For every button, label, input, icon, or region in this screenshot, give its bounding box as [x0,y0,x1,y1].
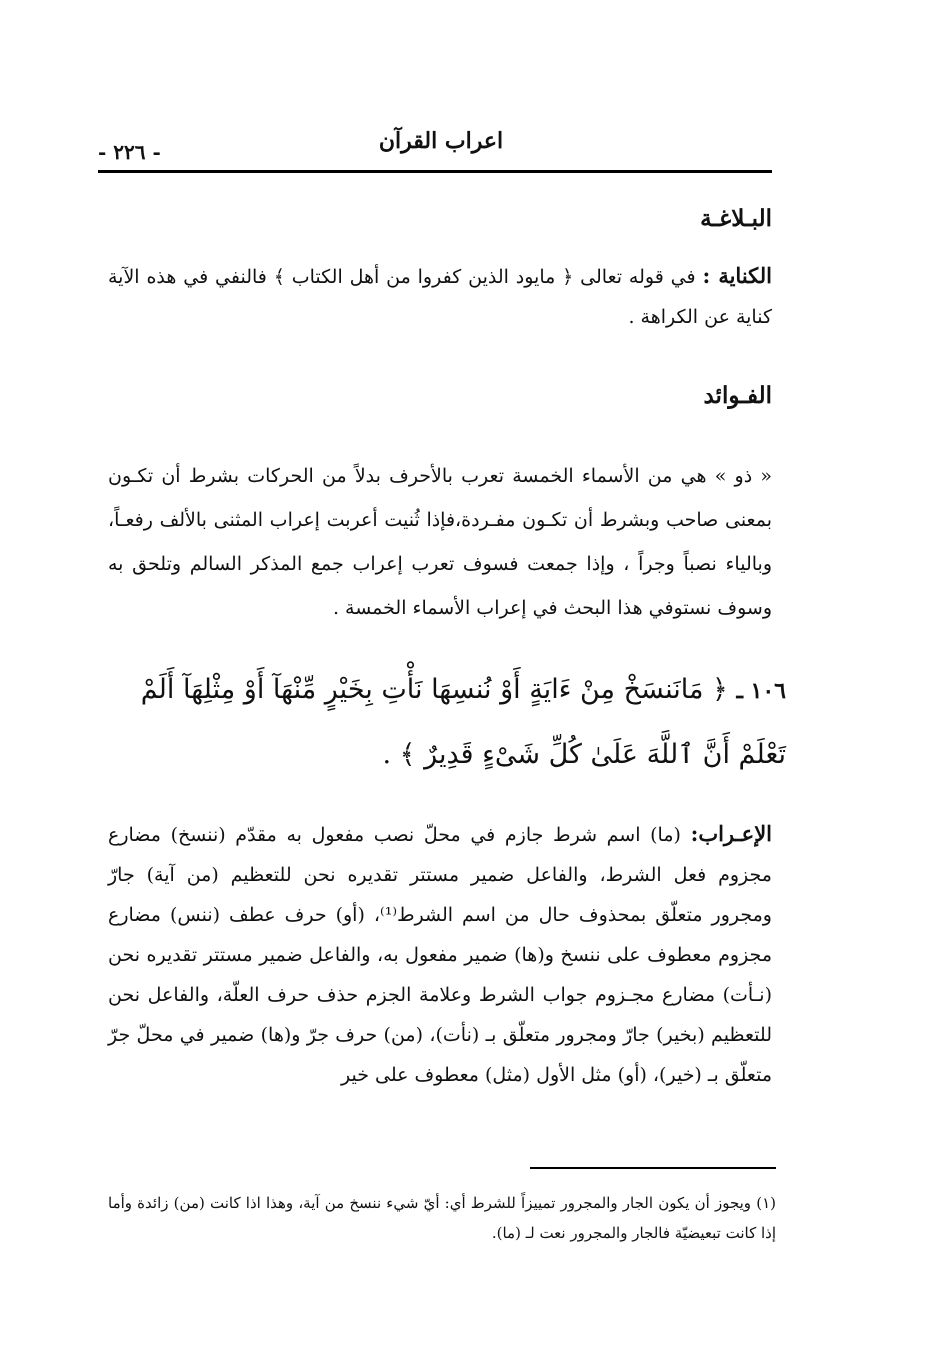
quran-verse [100,658,786,787]
verse-number: ١٠٦ ـ [736,678,786,704]
fawaid-text: « ذو » هي من الأسماء الخمسة تعرب بالأحرف بدلاً من الحركات بشرط أن تكـون بمعنى صاحب وبشرط أن تكـون مفـردة،فإذا ثُنيت أعربت إعراب المثنى بالألف رفعـاً، وبالياء نصباً وجراً ، وإذا جمعت فسوف تعرب إعراب جمع المذكر السالم وتلحق به وسوف نستوفي هذا البحث في إعراب الأسماء الخمسة . [108,465,772,619]
verse-text: ﴿ مَانَنسَخْ مِنْ ءَايَةٍ أَوْ نُنسِهَا نَأْتِ بِخَيْرٍ مِّنْهَآ أَوْ مِثْلِهَآ أَلَمْ تَعْلَمْ أَنَّ ٱللَّهَ عَلَىٰ كُلِّ شَىْءٍ قَدِيرٌ ﴾ . [140,674,786,770]
page-number: - ٢٢٦ - [98,140,161,164]
balagha-section [108,256,772,337]
footnote: (١) ويجوز أن يكون الجار والمجرور تمييزاً للشرط أي: أيّ شيء ننسخ من آية، وهذا اذا كانت (من) زائدة وأما إذا كانت تبعيضيّة فالجار والمجرور نعت لـ (ما). [108,1194,776,1242]
footnote-divider [530,1167,776,1169]
header-divider [98,170,772,173]
balagha-text: في قوله تعالى ﴿ مايود الذين كفروا من أهل الكتاب ﴾ فالنفي في هذه الآية كناية عن الكراهة . [108,266,772,328]
irab-section [108,814,772,1095]
book-title: اعراب القرآن [378,128,504,154]
balagha-term: الكناية : [702,263,772,288]
irab-term: الإعـراب: [690,821,772,846]
balagha-heading: البـلاغـة [700,205,772,232]
fawaid-heading: الفـوائد [703,382,772,409]
page-header [98,128,784,176]
irab-text: (ما) اسم شرط جازم في محلّ نصب مفعول به مقدّم (ننسخ) مضارع مجزوم فعل الشرط، والفاعل ضمير مستتر تقديره نحن للتعظيم (من آية) جارّ ومجرور متعلّق بمحذوف حال من اسم الشرط⁽¹⁾، (أو) حرف عطف (ننس) مضارع مجزوم معطوف على ننسخ و(ها) ضمير مفعول به، والفاعل ضمير مستتر تقديره نحن (نـأت) مضارع مجـزوم جواب الشرط وعلامة الجزم حذف حرف العلّة، والفاعل نحن للتعظيم (بخير) جارّ ومجرور متعلّق بـ (نأت)، (من) حرف جرّ و(ها) ضمير في محلّ جرّ متعلّق بـ (خير)، (أو) مثل الأول (مثل) معطوف على خير [108,824,772,1086]
